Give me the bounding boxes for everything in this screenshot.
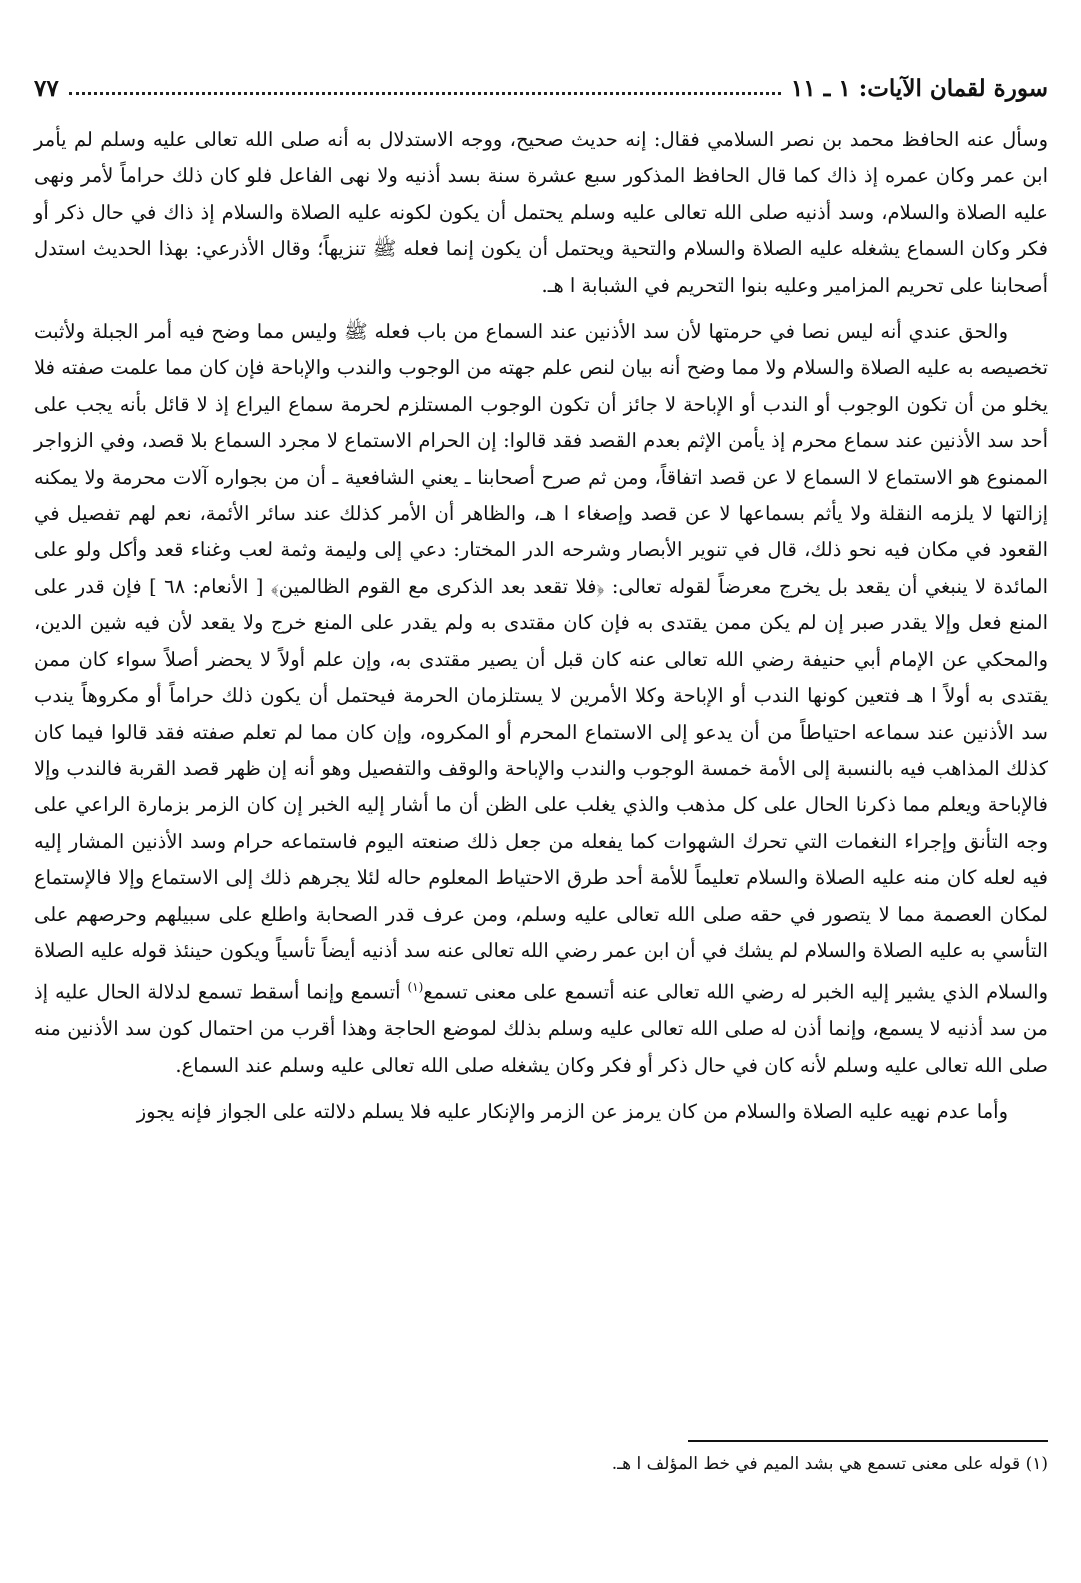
header-leader-dots [69,92,781,95]
footnote-reference[interactable]: (١) [407,980,424,995]
header-title: سورة لقمان الآيات: ١ ـ ١١ [790,75,1048,102]
footnote-marker: (١) [1025,1454,1048,1474]
paragraph-1 [34,122,1048,304]
paragraph-2-text: والحق عندي أنه ليس نصا في حرمتها لأن سد الأذنين عند السماع من باب فعله ﷺ وليس مما وضح فيه أمر الجبلة ولأثبت تخصيصه به عليه الصلاة والسلام ولا مما وضح أنه بيان لنص علم جهته من الوجوب والندب والإباحة فإن كان مما علمت صفته فلا يخلو من أن تكون الوجوب أو الندب أو الإباحة لا جائز أن تكون الوجوب المستلزم لحرمة سماع اليراع إذ لا قائل بأنه يجب على أحد سد الأذنين عند سماع محرم إذ يأمن الإثم بعدم القصد فقد قالوا: إن الحرام الاستماع لا مجرد السماع بلا قصد، وفي الزواجر الممنوع هو الاستماع لا السماع لا عن قصد اتفاقاً، ومن ثم صرح أصحابنا ـ يعني الشافعية ـ أن من بجواره آلات محرمة ولا يمكنه إزالتها لا يلزمه النقلة ولا يأثم بسماعها لا عن قصد وإصغاء ا هـ، والظاهر أن الأمر كذلك عند سائر الأئمة، نعم لهم تفصيل في القعود في مكان فيه نحو ذلك، قال في تنوير الأبصار وشرحه الدر المختار: دعي إلى وليمة وثمة لعب وغناء قعد وأكل ولو على المائدة لا ينبغي أن يقعد بل يخرج معرضاً لقوله تعالى: ﴿فلا تقعد بعد الذكرى مع القوم الظالمين﴾ [ الأنعام: ٦٨ ] فإن قدر على المنع فعل وإلا يقدر صبر إن لم يكن ممن يقتدى به فإن كان مقتدى به ولم يقدر على المنع خرج ولا يقعد لأن فيه شين الدين، والمحكي عن الإمام أبي حنيفة رضي الله تعالى عنه كان قبل أن يصير مقتدى به، وإن علم أولاً لا يحضر أصلاً سواء كان ممن يقتدى به أولاً ا هـ فتعين كونها الندب أو الإباحة وكلا الأمرين لا يستلزمان الحرمة فيحتمل أن يكون ذلك حراماً أو مكروهاً يندب سد الأذنين عند سماعه احتياطاً من أن يدعو إلى الاستماع المحرم أو المكروه، وإن كان مما لم تعلم صفته فقد قالوا فيما كان كذلك المذاهب فيه بالنسبة إلى الأمة خمسة الوجوب والندب والإباحة والوقف والتفصيل وهو أنه إن ظهر قصد القربة فالندب وإلا فالإباحة ويعلم مما ذكرنا الحال على كل مذهب والذي يغلب على الظن أن ما أشار إليه الخبر إن كان الزمر بزمارة الراعي على وجه التأنق وإجراء النغمات التي تحرك الشهوات كما يفعله من جعل ذلك صنعته اليوم فاستماعه حرام وسد الأذنين المشار إليه فيه لعله كان منه عليه الصلاة والسلام تعليماً للأمة أحد طرق الاحتياط المعلوم حاله لئلا يجرهم ذلك إلى الاستماع وإلا فالإستماع لمكان العصمة مما لا يتصور في حقه صلى الله تعالى عليه وسلم، ومن عرف قدر الصحابة واطلع على سبيلهم وحرصهم على التأسي به عليه الصلاة والسلام لم يشك في أن ابن عمر رضي الله تعالى عنه سد أذنيه أيضاً تأسياً ويكون حينئذ قوله عليه الصلاة والسلام الذي يشير إليه الخبر له رضي الله تعالى عنه أتسمع على معنى تسمع [34,320,1048,1004]
paragraph-2-tail: أتسمع وإنما أسقط تسمع لدلالة الحال عليه إذ من سد أذنيه لا يسمع، وإنما أذن له صلى الله تعالى عليه وسلم بذلك لموضع الحاجة وهذا أقرب من احتمال كون سد الأذنين منه صلى الله تعالى عليه وسلم لأنه كان في حال ذكر أو فكر وكان يشغله صلى الله تعالى عليه وسلم عند السماع. [34,980,1048,1077]
page-number: ٧٧ [34,75,59,102]
paragraph-2 [34,314,1048,1084]
footnote-divider [688,1440,1048,1442]
book-page [34,60,1048,1550]
paragraph-1-text: وسأل عنه الحافظ محمد بن نصر السلامي فقال: إنه حديث صحيح، ووجه الاستدلال به أنه صلى الله تعالى عليه وسلم لم يأمر ابن عمر وكان عمره إذ ذاك كما قال الحافظ المذكور سبع عشرة سنة بسد أذنيه ولا نهى الفاعل فلو كان ذلك حراماً لأمر ونهى عليه الصلاة والسلام، وسد أذنيه صلى الله تعالى عليه وسلم يحتمل أن يكون لكونه عليه الصلاة والسلام إذ ذاك في حال ذكر أو فكر وكان السماع يشغله عليه الصلاة والسلام والتحية ويحتمل أن يكون إنما فعله ﷺ تنزيهاً؛ وقال الأذرعي: بهذا الحديث استدل أصحابنا على تحريم المزامير وعليه بنوا التحريم في الشبابة ا هـ. [34,128,1048,297]
body-text [34,122,1048,1130]
footnote [34,1450,1048,1478]
running-header [34,68,1048,102]
paragraph-3-text: وأما عدم نهيه عليه الصلاة والسلام من كان يرمز عن الزمر والإنكار عليه فلا يسلم دلالته على الجواز فإنه يجوز [136,1100,1008,1124]
paragraph-3 [34,1094,1048,1130]
footnote-text: قوله على معنى تسمع هي بشد الميم في خط المؤلف ا هـ. [611,1454,1021,1474]
